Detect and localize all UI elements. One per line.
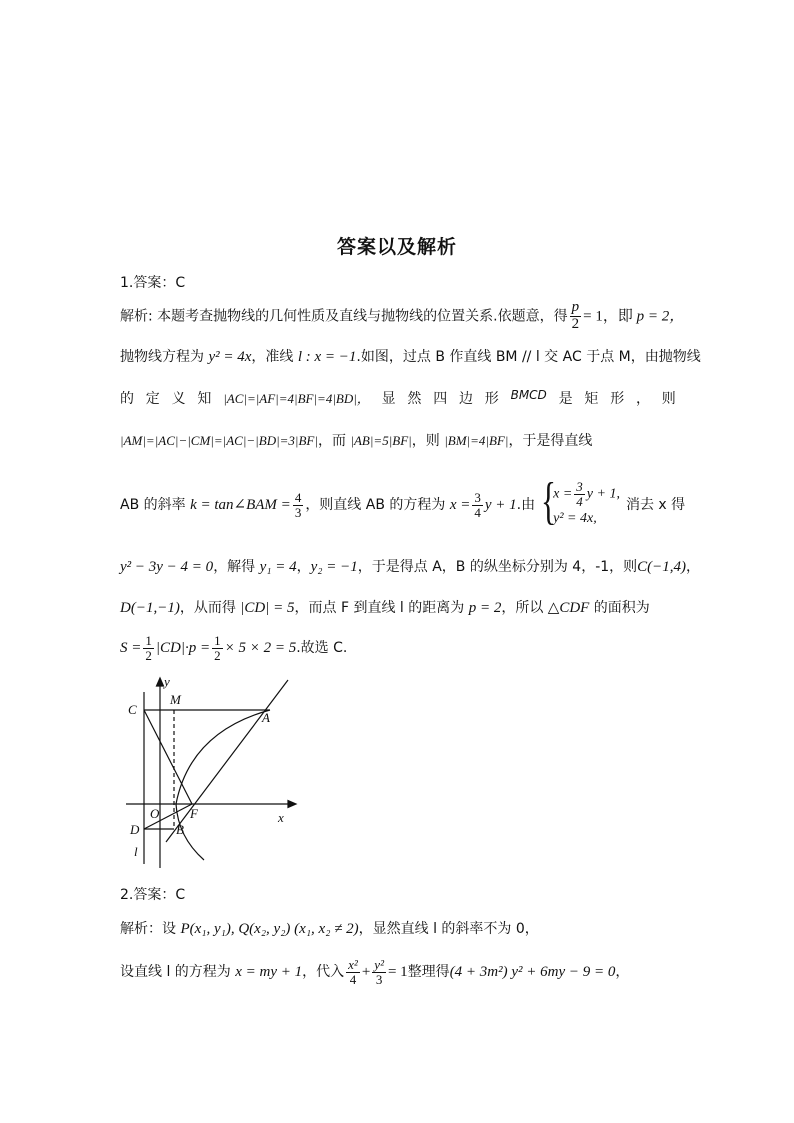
line-cf xyxy=(144,710,192,804)
math: S = xyxy=(120,640,142,657)
text: 解析：设 xyxy=(120,921,181,937)
label-l: l xyxy=(134,844,138,859)
label-o: O xyxy=(150,806,160,821)
q1-line-6 xyxy=(120,556,701,576)
label-x: x xyxy=(278,810,284,825)
text: ， xyxy=(296,559,311,575)
word: 然 xyxy=(407,391,422,407)
math: x = my + 1 xyxy=(235,964,303,981)
line-ab xyxy=(166,680,288,842)
text: AB 的斜率 xyxy=(120,497,191,514)
q2-line-1 xyxy=(120,918,676,938)
text: ，则 xyxy=(411,433,445,449)
q1-line-1 xyxy=(120,299,685,333)
text: 消去 x 得 xyxy=(625,497,686,514)
label-y: y xyxy=(164,674,170,689)
word: 定 xyxy=(145,391,160,407)
frac: $\frac{3}{4}$ xyxy=(576,479,583,509)
text: ，所以 xyxy=(501,600,548,616)
math: y + 1, xyxy=(586,486,620,502)
y-axis-arrow-icon xyxy=(157,678,164,686)
text: ，从而得 xyxy=(179,600,241,616)
math: (4 + 3m²) y² + 6my − 9 = 0 xyxy=(449,964,616,981)
text: ， xyxy=(686,559,701,575)
frac: $\frac{\text{y²}}{3}$ xyxy=(374,957,384,987)
math: x = xyxy=(449,497,471,514)
word: ， xyxy=(636,391,650,407)
math: |CD| = 5 xyxy=(240,600,295,616)
word: 四 xyxy=(433,391,448,407)
q1-line-3 xyxy=(120,388,676,408)
text: ，解得 xyxy=(213,559,260,575)
parabola-curve xyxy=(176,710,270,860)
frac: $\frac{1}{2}$ xyxy=(145,633,152,663)
frac-p-over-2: $\frac{p}{2}$ xyxy=(571,299,580,332)
word: 形 xyxy=(484,391,499,407)
label-a: A xyxy=(262,710,270,725)
text: ，于是得点 A，B 的纵坐标分别为 4，-1，则 xyxy=(357,559,638,575)
q1-line-2 xyxy=(120,346,701,366)
word: 矩 xyxy=(584,391,599,407)
word: 义 xyxy=(171,391,186,407)
system-row-1 xyxy=(553,480,620,508)
math: y₂ = −1 xyxy=(310,559,358,575)
word: 知 xyxy=(197,391,212,407)
word: 显 xyxy=(381,391,396,407)
math: △CDF xyxy=(547,600,590,616)
word: 是 xyxy=(558,391,573,407)
system-row-2: y² = 4x, xyxy=(553,511,597,527)
math: × 5 × 2 = 5 xyxy=(224,640,297,657)
word: 的 xyxy=(120,391,134,407)
math: |CD|·p = xyxy=(155,640,211,657)
q1-answer: 1.答案：C xyxy=(120,275,186,291)
label-b: B xyxy=(176,822,184,837)
q1-line-5 xyxy=(120,473,686,530)
math: |AB|=5|BF| xyxy=(350,433,412,448)
text: ，则直线 AB 的方程为 xyxy=(305,497,450,514)
q2-answer: 2.答案：C xyxy=(120,887,186,903)
math: |BM|=4|BF| xyxy=(444,433,509,448)
x-axis-arrow-icon xyxy=(288,801,296,808)
q1-line-4 xyxy=(120,430,676,450)
q1-l1-text: 解析: 本题考查抛物线的几何性质及直线与抛物线的位置关系.依题意，得 xyxy=(120,308,568,325)
math: k = tan∠BAM = xyxy=(190,497,291,514)
math: + xyxy=(361,964,371,981)
text: 的面积为 xyxy=(589,600,650,616)
math: l : x = −1 xyxy=(297,349,357,365)
parabola-figure xyxy=(120,672,300,872)
parabola-curve-upper xyxy=(176,710,270,804)
math: p = 2 xyxy=(468,600,502,616)
math: = 1 xyxy=(387,964,408,981)
q1-line-8 xyxy=(120,634,676,662)
text: 设直线 l 的方程为 xyxy=(120,964,236,981)
text: 抛物线方程为 xyxy=(120,349,209,365)
q2-line-2 xyxy=(120,958,676,986)
math: D(−1,−1) xyxy=(120,600,180,616)
math: C(−1,4) xyxy=(637,559,687,575)
frac-3-over-4: $\frac{3}{4}$ xyxy=(474,490,481,520)
math: y² = 4x xyxy=(208,349,252,365)
math: P(x₁, y₁), Q(x₂, y₂) (x₁, x₂ ≠ 2) xyxy=(180,921,359,937)
text: ，显然直线 l 的斜率不为 0， xyxy=(358,921,539,937)
frac: $\frac{1}{2}$ xyxy=(214,633,221,663)
text: .如图，过点 B 作直线 BM // l 交 AC 于点 M，由抛物线 xyxy=(356,349,701,365)
math: |AM|=|AC|−|CM|=|AC|−|BD|=3|BF| xyxy=(120,433,318,448)
label-c: C xyxy=(128,702,137,717)
text: ，准线 xyxy=(251,349,298,365)
text: ，而 xyxy=(317,433,351,449)
word: BMCD xyxy=(510,388,547,402)
text: 整理得 xyxy=(407,964,450,981)
math: y² − 3y − 4 = 0 xyxy=(120,559,214,575)
q1-line-7 xyxy=(120,597,676,617)
text: .故选 C. xyxy=(296,640,348,657)
word: 形 xyxy=(610,391,625,407)
left-brace-icon: { xyxy=(541,473,557,530)
word: 边 xyxy=(459,391,473,407)
text: ，而点 F 到直线 l 的距离为 xyxy=(294,600,469,616)
text: .由 xyxy=(516,497,536,514)
math: |AC|=|AF|=4|BF|=4|BD|， xyxy=(223,391,370,406)
word: 则 xyxy=(661,391,676,407)
q1-l1-eq: = 1，即 xyxy=(583,308,637,325)
math: x = xyxy=(553,486,573,502)
q1-l1-p: p = 2， xyxy=(636,308,685,325)
frac: $\frac{\text{x²}}{4}$ xyxy=(348,957,358,987)
label-d: D xyxy=(130,822,140,837)
equation-system xyxy=(541,473,620,530)
text: ，代入 xyxy=(302,964,345,981)
math: y₁ = 4 xyxy=(259,559,297,575)
text: ，于是得直线 xyxy=(508,433,593,449)
page-title: 答案以及解析 xyxy=(336,236,457,258)
frac-4-over-3: $\frac{4}{3}$ xyxy=(294,490,302,520)
math: y + 1 xyxy=(484,497,517,514)
text: ， xyxy=(615,964,630,981)
label-f: F xyxy=(190,806,198,821)
label-m: M xyxy=(170,692,181,707)
